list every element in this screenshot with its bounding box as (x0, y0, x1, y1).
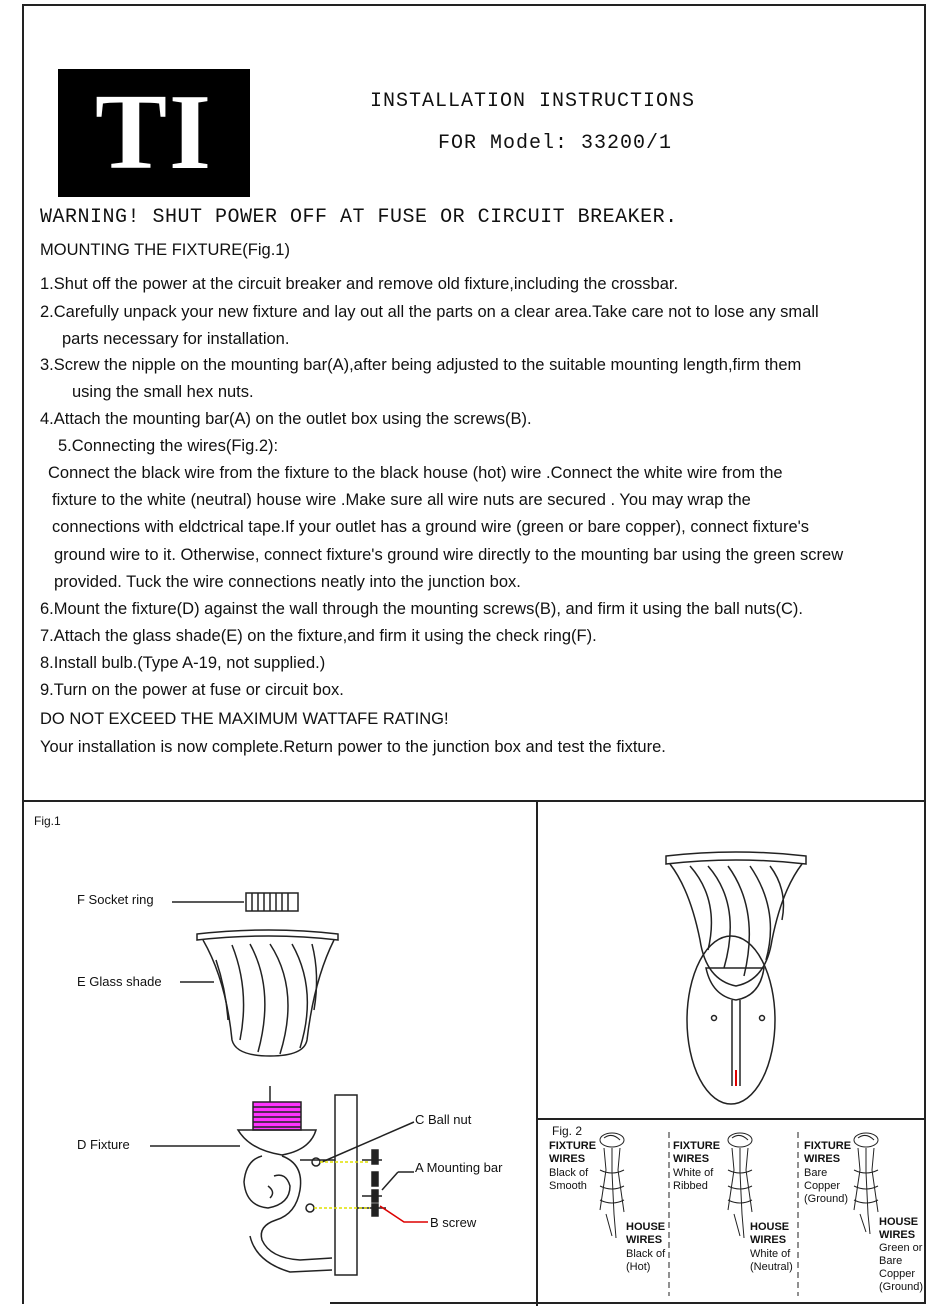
section-title: MOUNTING THE FIXTURE(Fig.1) (40, 241, 290, 259)
fixture-wires-label: FIXTURE WIRES (673, 1140, 721, 1165)
instruction-line: 4.Attach the mounting bar(A) on the outlet box using the screws(B). (40, 410, 532, 428)
label-socket-ring: F Socket ring (77, 892, 154, 907)
house-wire-color: Green or Bare Copper (Ground) (879, 1242, 924, 1293)
instruction-line: 1.Shut off the power at the circuit breaker and remove old fixture,including the crossbar. (40, 275, 679, 293)
house-wires-label: HOUSE WIRES (750, 1221, 790, 1246)
model-number: FOR Model: 33200/1 (438, 132, 673, 155)
instruction-line: provided. Tuck the wire connections neatly into the junction box. (54, 573, 521, 591)
instruction-line: connections with eldctrical tape.If your outlet has a ground wire (green or bare copper), connect fixture's (52, 518, 810, 536)
label-ball-nut: C Ball nut (415, 1112, 472, 1127)
fig1-label: Fig.1 (34, 814, 61, 828)
label-screw: B screw (430, 1215, 477, 1230)
fixture-wires-label: FIXTURE WIRES (549, 1140, 597, 1165)
house-wire-color: White of (Neutral) (750, 1248, 793, 1273)
fig2-label: Fig. 2 (552, 1124, 583, 1138)
instruction-line: 3.Screw the nipple on the mounting bar(A),after being adjusted to the suitable mounting length,firm them (40, 356, 802, 374)
instruction-line: 7.Attach the glass shade(E) on the fixture,and firm it using the check ring(F). (40, 627, 597, 645)
instruction-line: using the small hex nuts. (72, 383, 254, 401)
instruction-line: DO NOT EXCEED THE MAXIMUM WATTAFE RATING! (40, 710, 449, 728)
label-glass-shade: E Glass shade (77, 974, 162, 989)
instruction-line: 9.Turn on the power at fuse or circuit box. (40, 681, 344, 699)
fixture-wire-color: Bare Copper (Ground) (804, 1167, 849, 1205)
fixture-wire-color: White of Ribbed (673, 1167, 714, 1192)
label-fixture: D Fixture (77, 1137, 130, 1152)
instruction-line: parts necessary for installation. (62, 330, 290, 348)
page-title: INSTALLATION INSTRUCTIONS (370, 90, 696, 113)
instruction-line: 6.Mount the fixture(D) against the wall through the mounting screws(B), and firm it using the ball nuts(C). (40, 600, 804, 618)
fixture-wires-label: FIXTURE WIRES (804, 1140, 852, 1165)
instruction-line: Your installation is now complete.Return power to the junction box and test the fixture. (40, 738, 666, 756)
warning-text: WARNING! SHUT POWER OFF AT FUSE OR CIRCUIT BREAKER. (40, 206, 678, 229)
brand-logo: TI (58, 69, 250, 197)
instruction-line: Connect the black wire from the fixture to the black house (hot) wire .Connect the white wire from the (48, 464, 783, 482)
instruction-line: 8.Install bulb.(Type A-19, not supplied.) (40, 654, 326, 672)
house-wire-color: Black of (Hot) (626, 1248, 666, 1273)
instruction-line: ground wire to it. Otherwise, connect fixture's ground wire directly to the mounting bar using the green screw (54, 546, 844, 564)
house-wires-label: HOUSE WIRES (626, 1221, 666, 1246)
instruction-line: 5.Connecting the wires(Fig.2): (58, 437, 279, 455)
instruction-line: fixture to the white (neutral) house wire .Make sure all wire nuts are secured . You may wrap the (52, 491, 751, 509)
fixture-wire-color: Black of Smooth (549, 1167, 589, 1192)
label-mounting-bar: A Mounting bar (415, 1160, 503, 1175)
instruction-line: 2.Carefully unpack your new fixture and lay out all the parts on a clear area.Take care not to lose any small (40, 303, 819, 321)
house-wires-label: HOUSE WIRES (879, 1216, 919, 1241)
